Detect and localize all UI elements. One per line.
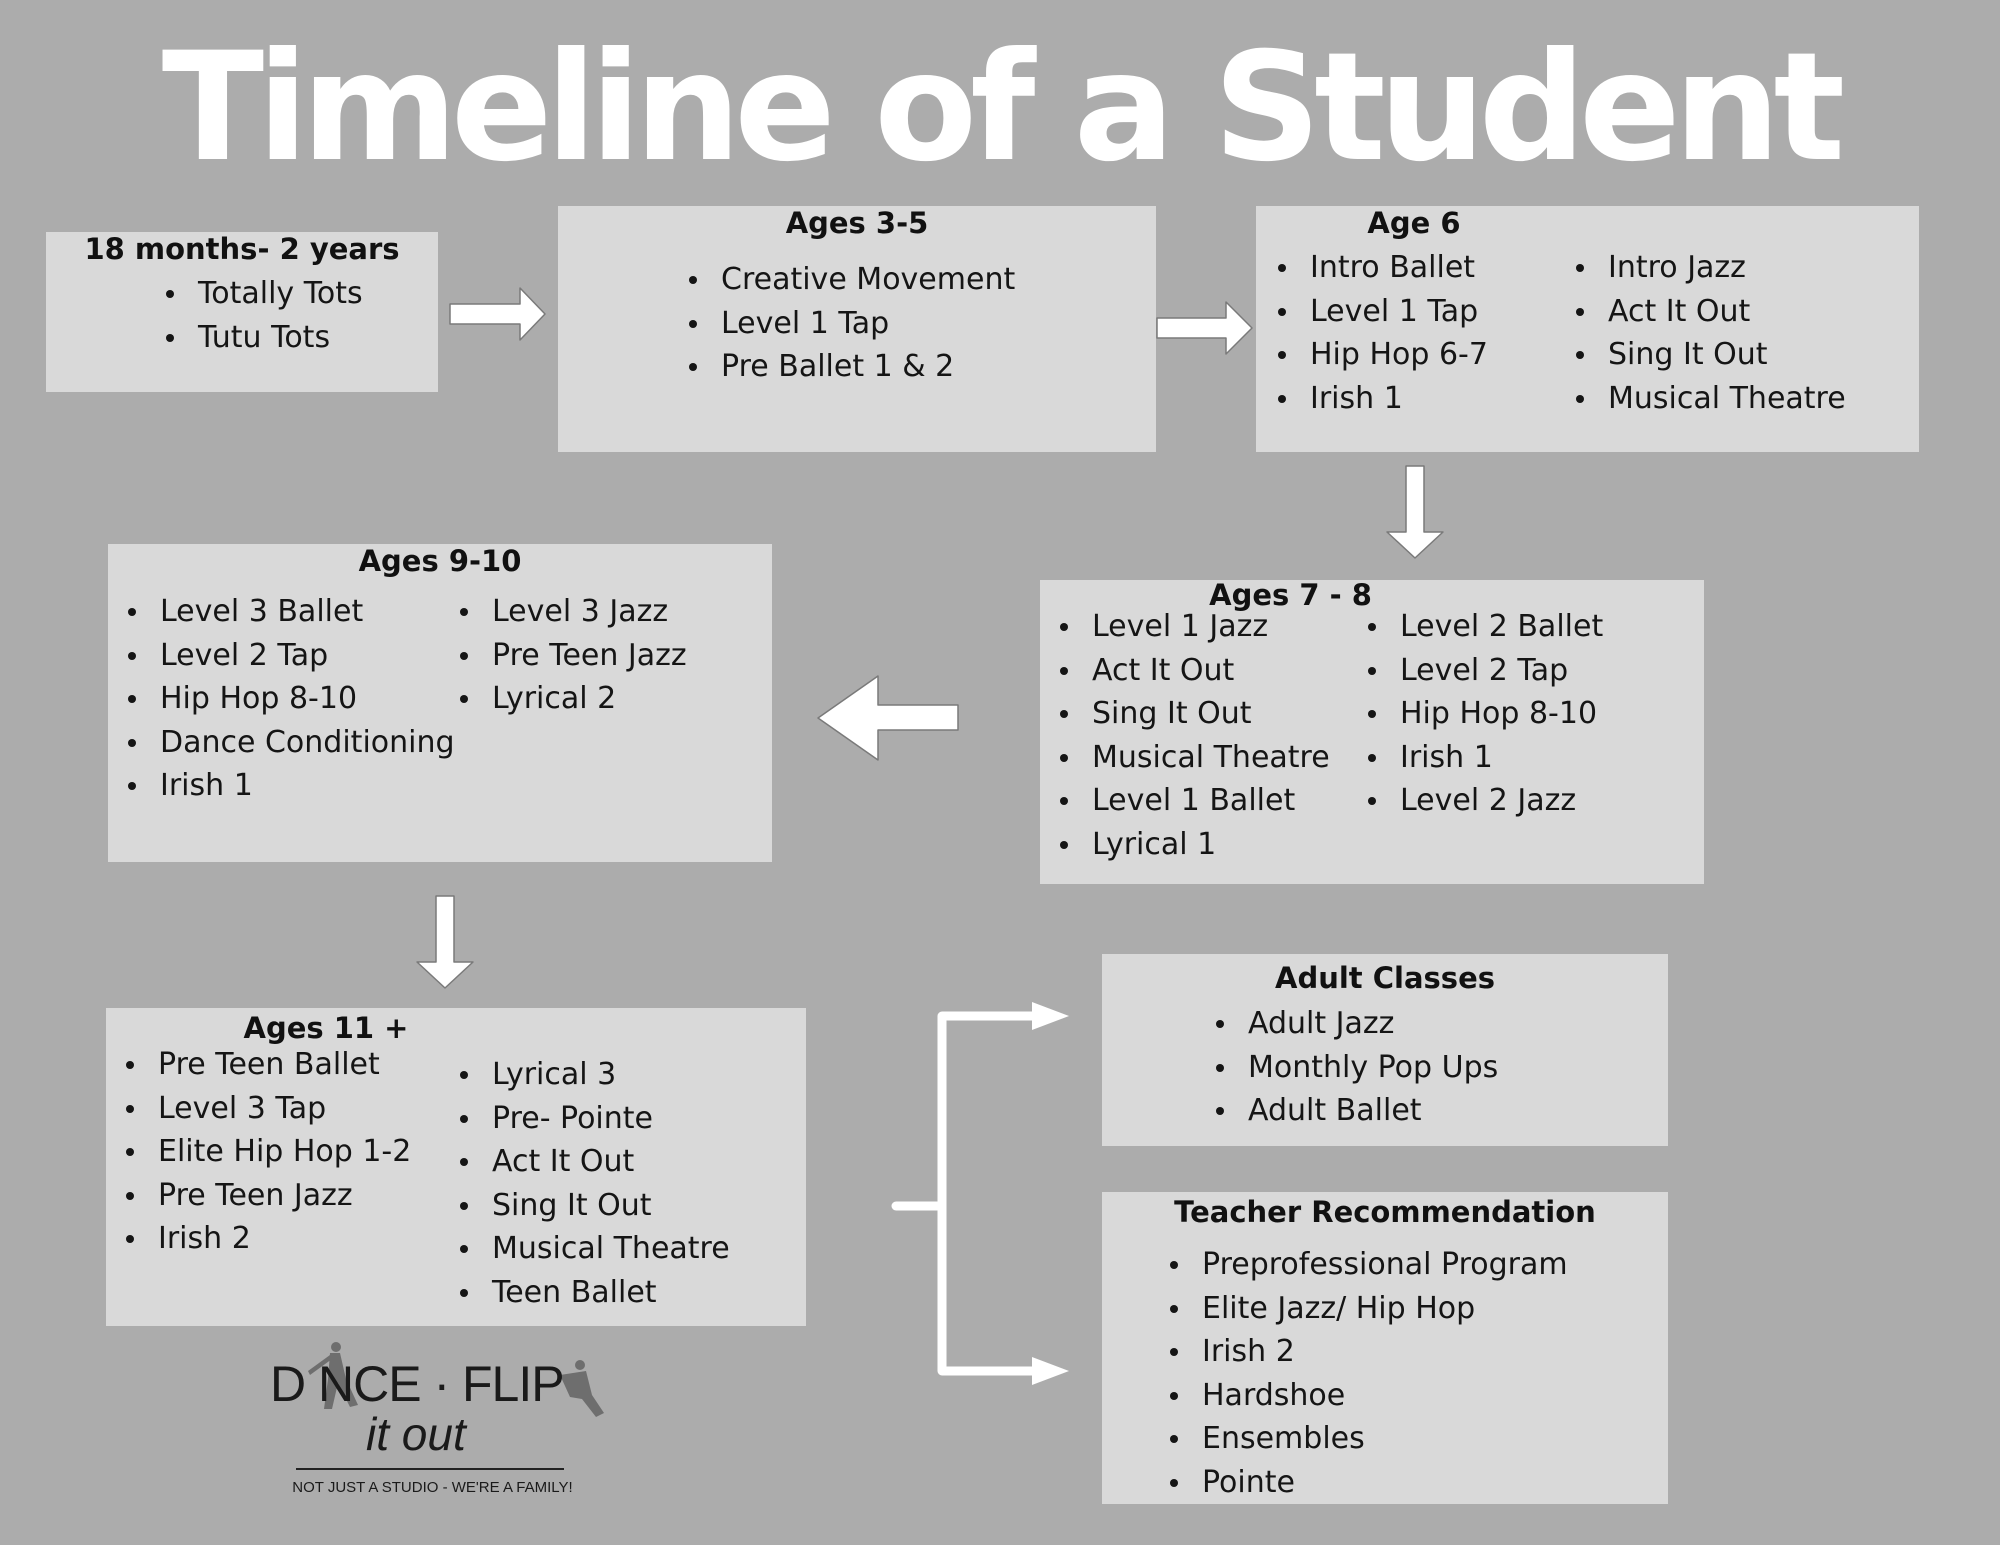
list-item: Level 3 Ballet xyxy=(124,590,455,634)
list-item: Pre Ballet 1 & 2 xyxy=(685,345,1015,389)
list-item: Level 2 Ballet xyxy=(1364,605,1603,649)
list-item: Hip Hop 8-10 xyxy=(124,677,455,721)
list-item: Irish 1 xyxy=(1274,377,1488,421)
list-item: Lyrical 1 xyxy=(1056,823,1330,867)
studio-logo xyxy=(260,1335,605,1515)
box-heading: Ages 7 - 8 xyxy=(1209,578,1372,612)
list-item: Act It Out xyxy=(456,1140,730,1184)
list-item: Act It Out xyxy=(1572,290,1846,334)
list-item: Pre- Pointe xyxy=(456,1097,730,1141)
list-item: Musical Theatre xyxy=(456,1227,730,1271)
box-heading: 18 months- 2 years xyxy=(84,232,400,266)
box-heading: Ages 3-5 xyxy=(785,206,929,240)
box-heading: Age 6 xyxy=(1367,206,1461,240)
arrow-right-icon xyxy=(1032,1002,1069,1030)
list-item: Level 3 Jazz xyxy=(456,590,687,634)
logo-subtext: it out xyxy=(366,1408,466,1460)
list-item: Level 1 Jazz xyxy=(1056,605,1330,649)
list-item: Sing It Out xyxy=(1572,333,1846,377)
arrow-right-icon xyxy=(1032,1357,1069,1385)
list-item: Level 2 Jazz xyxy=(1364,779,1603,823)
list-item: Pre Teen Jazz xyxy=(122,1174,411,1218)
list-item: Act It Out xyxy=(1056,649,1330,693)
arrow-left-icon xyxy=(818,676,958,760)
list-item: Tutu Tots xyxy=(162,316,363,360)
arrow-right-icon xyxy=(450,288,545,340)
list-item: Level 1 Tap xyxy=(685,302,1015,346)
list-item: Dance Conditioning xyxy=(124,721,455,765)
list-item: Irish 1 xyxy=(1364,736,1603,780)
logo-tagline: NOT JUST A STUDIO - WE'RE A FAMILY! xyxy=(292,1479,573,1496)
list-item: Musical Theatre xyxy=(1056,736,1330,780)
list-item: Sing It Out xyxy=(1056,692,1330,736)
list-item: Level 1 Tap xyxy=(1274,290,1488,334)
list-item: Pre Teen Ballet xyxy=(122,1043,411,1087)
list-item: Monthly Pop Ups xyxy=(1212,1046,1498,1090)
list-item: Level 2 Tap xyxy=(1364,649,1603,693)
arrow-right-icon xyxy=(1157,302,1252,354)
list-item: Ensembles xyxy=(1166,1417,1568,1461)
box-heading: Teacher Recommendation xyxy=(1174,1195,1596,1229)
list-item: Lyrical 3 xyxy=(456,1053,730,1097)
list-item: Hip Hop 8-10 xyxy=(1364,692,1603,736)
list-item: Adult Ballet xyxy=(1212,1089,1498,1133)
list-item: Irish 1 xyxy=(124,764,455,808)
box-heading: Adult Classes xyxy=(1275,961,1495,995)
list-item: Intro Jazz xyxy=(1572,246,1846,290)
box-heading: Ages 11 + xyxy=(243,1011,409,1045)
list-item: Elite Jazz/ Hip Hop xyxy=(1166,1287,1568,1331)
list-item: Pointe xyxy=(1166,1461,1568,1505)
list-item: Intro Ballet xyxy=(1274,246,1488,290)
box-heading: Ages 9-10 xyxy=(358,544,522,578)
list-item: Preprofessional Program xyxy=(1166,1243,1568,1287)
list-item: Level 3 Tap xyxy=(122,1087,411,1131)
arrow-down-icon xyxy=(1387,466,1443,558)
logo-wordmark: D NCE · FLIP xyxy=(270,1356,564,1412)
list-item: Irish 2 xyxy=(1166,1330,1568,1374)
list-item: Teen Ballet xyxy=(456,1271,730,1315)
list-item: Pre Teen Jazz xyxy=(456,634,687,678)
list-item: Level 1 Ballet xyxy=(1056,779,1330,823)
logo-divider xyxy=(296,1468,564,1470)
branch-connector xyxy=(896,1016,1037,1371)
list-item: Level 2 Tap xyxy=(124,634,455,678)
list-item: Hip Hop 6-7 xyxy=(1274,333,1488,377)
list-item: Irish 2 xyxy=(122,1217,411,1261)
list-item: Creative Movement xyxy=(685,258,1015,302)
list-item: Musical Theatre xyxy=(1572,377,1846,421)
list-item: Elite Hip Hop 1-2 xyxy=(122,1130,411,1174)
list-item: Hardshoe xyxy=(1166,1374,1568,1418)
list-item: Adult Jazz xyxy=(1212,1002,1498,1046)
list-item: Totally Tots xyxy=(162,272,363,316)
arrow-down-icon xyxy=(417,896,473,988)
list-item: Lyrical 2 xyxy=(456,677,687,721)
list-item: Sing It Out xyxy=(456,1184,730,1228)
page-title: Timeline of a Student xyxy=(161,21,1839,195)
